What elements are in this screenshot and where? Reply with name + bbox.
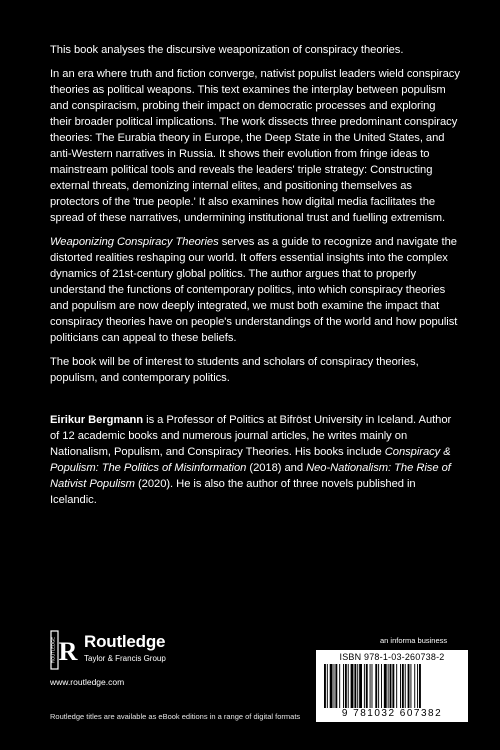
logo-letter: R [58, 637, 78, 666]
routledge-logo-mark-icon [50, 630, 78, 670]
routledge-logo [50, 630, 230, 670]
author-book-2: Neo-Nationalism: The Rise of Nativist Populism [50, 462, 451, 490]
isbn-barcode-panel [316, 650, 468, 722]
publisher-name: Routledge [84, 632, 166, 651]
author-bio: Eirikur Bergmann is a Professor of Politics at Bifröst University in Iceland. Author of 12 academic books and numerous journal articles, he writes mainly on Nationalism, Populism, and Conspiracy Theories. His books include Conspiracy & Populism: The Politics of Misinformation (2018) and Neo-Nationalism: The Rise of Nativist Populism (2020). He is also the author of three novels published in Icelandic. [50, 414, 452, 506]
barcode-icon [322, 664, 462, 710]
back-cover-blurb [50, 42, 460, 508]
isbn-label: ISBN 978-1-03-260738-2 [339, 652, 445, 662]
publisher-group: Taylor & Francis Group [84, 654, 166, 663]
logo-spine-text: ROUTLEDGE [50, 636, 56, 664]
book-title: Weaponizing Conspiracy Theories [50, 236, 219, 248]
author-book-1: Conspiracy & Populism: The Politics of Misinformation [50, 446, 451, 474]
blurb-paragraph-4: The book will be of interest to students and scholars of conspiracy theories, populism, and contemporary politics. [50, 356, 419, 384]
ebook-notice: Routledge titles are available as eBook editions in a range of digital formats [50, 712, 301, 721]
informa-tagline: an informa business [380, 636, 448, 645]
blurb-paragraph-3: Weaponizing Conspiracy Theories serves as a guide to recognize and navigate the distorted realities reshaping our world. It offers essential insights into the complex dynamics of 21st-century global politics. The author argues that to properly understand the functions of contemporary politics, into which conspiracy theories and populism are now deeply integrated, we must both examine the impact that conspiracy theories have on people's understandings of the world and how populist politicians can appeal to these beliefs. [50, 236, 458, 344]
blurb-paragraph-2: In an era where truth and fiction converge, nativist populist leaders wield conspiracy theories as political weapons. This text examines the interplay between populism and conspiracism, probing their impact on democratic processes and exploring their broader political implications. The work dissects three predominant conspiracy theories: The Eurabia theory in Europe, the Deep State in the United States, and anti-Western narratives in Russia. It shows their evolution from fringe ideas to mainstream political tools and reveals the leaders' triple strategy: Constructing external threats, demonizing internal elites, and positioning themselves as protectors of the 'true people.' It also examines how digital media facilitates the spread of these narratives, undermining institutional trust and fuelling extremism. [50, 68, 460, 224]
author-name: Eirikur Bergmann [50, 414, 144, 426]
barcode-digits: 9 781032 607382 [341, 708, 443, 719]
blurb-paragraph-1: This book analyses the discursive weaponization of conspiracy theories. [50, 44, 404, 56]
publisher-website[interactable]: www.routledge.com [50, 677, 125, 687]
